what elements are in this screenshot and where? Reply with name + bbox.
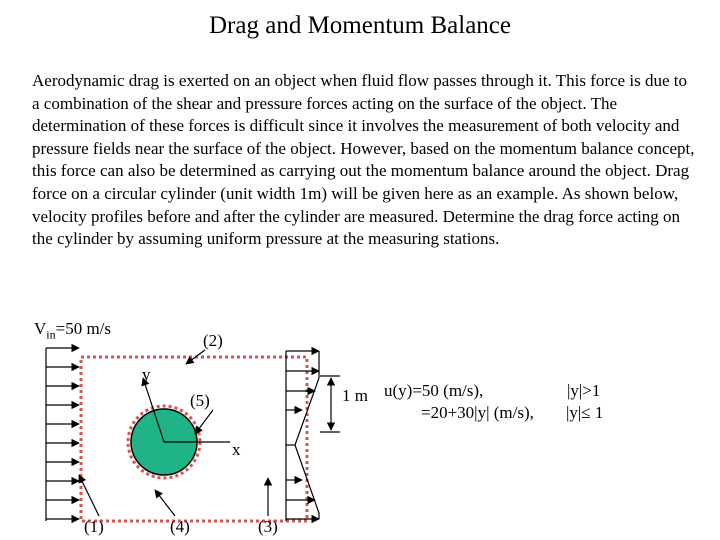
profile-equation-line2-left: =20+30|y| (m/s),	[421, 403, 534, 422]
outlet-velocity-profile	[286, 351, 319, 521]
width-dimension	[320, 376, 340, 432]
leader-4	[155, 490, 175, 516]
label-y-axis: y	[142, 365, 151, 384]
label-station-1: (1)	[84, 517, 104, 536]
label-width: 1 m	[342, 386, 368, 405]
profile-equation-line2-right: |y|≤ 1	[566, 403, 604, 422]
inlet-velocity-label: $V_{in}=50$ m/s	[34, 319, 112, 342]
leader-1	[79, 475, 99, 516]
label-x-axis: x	[232, 440, 241, 459]
label-station-2: (2)	[203, 331, 223, 350]
label-station-5: (5)	[190, 391, 210, 410]
leader-5	[195, 410, 213, 434]
profile-equation-line1-right: |y|>1	[567, 381, 601, 400]
label-station-3: (3)	[258, 517, 278, 536]
profile-equation-line1-left: u(y)=50 (m/s),	[384, 381, 484, 400]
inlet-velocity-profile	[46, 348, 79, 521]
label-station-4: (4)	[170, 517, 190, 536]
problem-statement: Aerodynamic drag is exerted on an object when fluid flow passes through it. This force is due to a combination of the shear and pressure forces acting on the surface of the object. The determination of these forces is difficult since it involves the measurement of both velocity and pressure fields near the surface of the object. However, based on the momentum balance concept, this force can also be determined as carrying out the momentum balance around the object. Drag force on a circular cylinder (unit width 1m) will be given here as an example. As shown below, velocity profiles before and after the cylinder are measured. Determine the drag force acting on the cylinder by assuming uniform pressure at the measuring stations.	[32, 71, 695, 249]
slide-title: Drag and Momentum Balance	[209, 12, 511, 39]
